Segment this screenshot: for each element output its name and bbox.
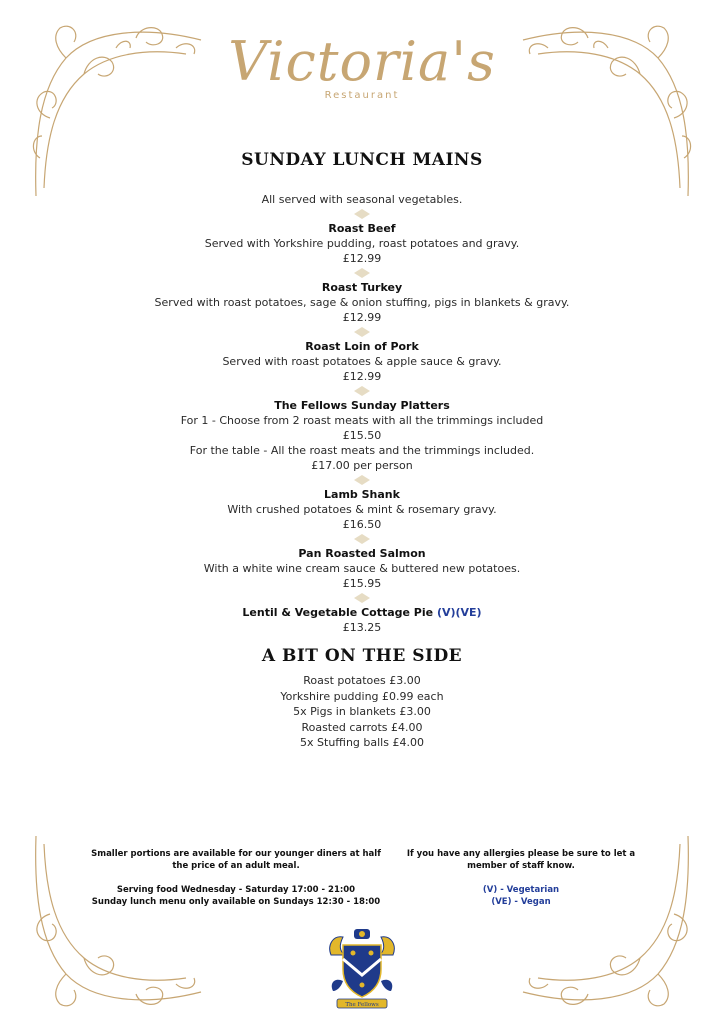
menu-item [0,488,724,532]
menu-item-name: Lamb Shank [324,488,400,501]
diamond-separator [354,593,370,603]
menu-item-name: Roast Beef [328,222,396,235]
crest-motto: The Fellows [345,1002,379,1008]
mains-heading: SUNDAY LUNCH MAINS [241,150,483,170]
side-item: 5x Pigs in blankets £3.00 [293,705,431,718]
menu-item [0,222,724,266]
diamond-separator [354,268,370,278]
menu-item-name: Roast Turkey [321,281,403,294]
portions-note-line: the price of an adult meal. [172,861,300,871]
menu-item-line: £16.50 [342,518,382,531]
coat-of-arms-crest [325,925,399,1011]
side-item: Roasted carrots £4.00 [301,720,423,734]
side-item: Roast potatoes £3.00 [303,674,421,687]
menu-item-name: The Fellows Sunday Platters [274,399,450,412]
diamond-separator [354,534,370,544]
menu-item-name: Pan Roasted Salmon [298,547,426,560]
menu-item-line: £15.95 [342,577,382,590]
menu-item-line: £12.99 [342,370,382,383]
diamond-separator [354,327,370,337]
legend-vegetarian: (V) - Vegetarian [482,885,560,895]
menu-item [0,547,724,591]
legend-vegan: (VE) - Vegan [491,897,551,907]
menu-content [0,148,724,751]
logo-title: Victoria's [228,30,496,93]
menu-item-line: With crushed potatoes & mint & rosemary gravy. [227,503,497,516]
side-item: 5x Stuffing balls £4.00 [300,736,424,749]
mains-list [0,209,724,635]
side-item: Yorkshire pudding £0.99 each [280,689,444,703]
menu-item-line: For the table - All the roast meats and the trimmings included. [189,444,535,457]
menu-item [0,606,724,635]
menu-item-line: With a white wine cream sauce & buttered new potatoes. [203,562,521,575]
serving-hours-line: Serving food Wednesday - Saturday 17:00 - 21:00 [116,885,356,895]
menu-item-line: Served with roast potatoes & apple sauce & gravy. [222,355,502,368]
allergy-note-line: member of staff know. [467,861,575,871]
restaurant-logo [0,28,724,101]
footer-info-right [404,848,638,908]
diamond-separator [354,209,370,219]
portions-note-line: Smaller portions are available for our younger diners at half [91,849,381,859]
menu-item [0,399,724,473]
diamond-separator [354,475,370,485]
menu-item-line: Served with roast potatoes, sage & onion stuffing, pigs in blankets & gravy. [154,296,570,309]
menu-item [0,340,724,384]
menu-item [0,281,724,325]
menu-item-line: £15.50 [342,429,382,442]
logo-subtitle: Restaurant [324,90,400,101]
menu-item-line: Served with Yorkshire pudding, roast potatoes and gravy. [204,237,520,250]
serving-hours-line: Sunday lunch menu only available on Sundays 12:30 - 18:00 [91,897,381,907]
allergy-note-line: If you have any allergies please be sure to let a [406,849,636,859]
menu-item-name: Lentil & Vegetable Cottage Pie (V)(VE) [242,606,482,619]
menu-item-name: Roast Loin of Pork [305,340,419,353]
footer-info-left [88,848,384,908]
menu-item-line: £12.99 [342,311,382,324]
mains-intro: All served with seasonal vegetables. [261,193,463,206]
menu-item-line: £13.25 [342,621,382,634]
diamond-separator [354,386,370,396]
sides-list [0,673,724,751]
sides-heading: A BIT ON THE SIDE [261,646,463,666]
menu-item-line: £17.00 per person [311,459,413,472]
menu-item-line: £12.99 [342,252,382,265]
dietary-tags: (V)(VE) [436,606,482,619]
menu-item-line: For 1 - Choose from 2 roast meats with all the trimmings included [180,414,544,427]
